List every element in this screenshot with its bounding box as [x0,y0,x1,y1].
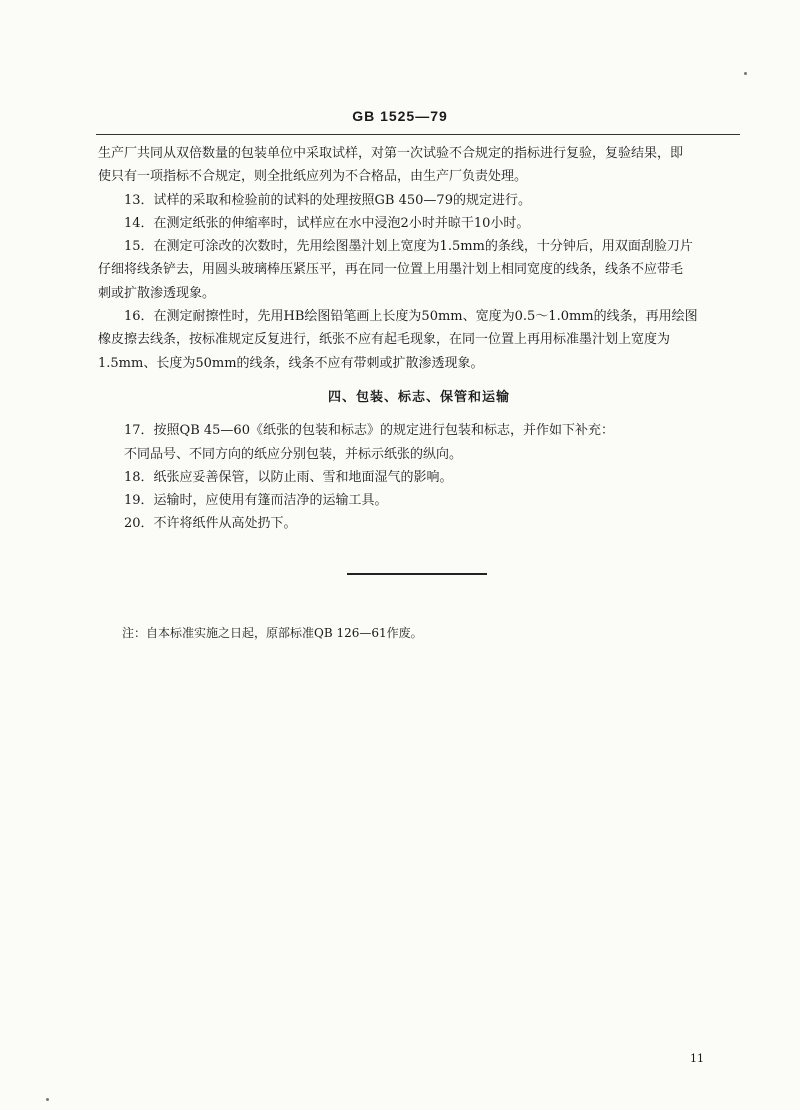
clause-14: 14．在测定纸张的伸缩率时，试样应在水中浸泡2小时并晾干10小时。 [124,215,530,231]
paragraph-line: 使只有一项指标不合规定，则全批纸应列为不合格品，由生产厂负责处理。 [98,169,528,185]
paragraph-line: 仔细将线条铲去，用圆头玻璃棒压紧压平，再在同一位置上用墨汁划上相同宽度的线条，线条不应带毛 [98,262,684,278]
document-body [98,142,740,536]
scan-speck [46,1098,49,1101]
clause-20: 20．不许将纸件从高处扔下。 [124,516,297,532]
clause-19: 19．运输时，应使用有篷而洁净的运输工具。 [124,493,388,509]
section-title: 四、包装、标志、保管和运输 [327,389,510,405]
scan-speck [744,72,747,75]
paragraph-line: 不同品号、不同方向的纸应分别包装，并标示纸张的纵向。 [124,446,463,462]
clause-17: 17．按照QB 45—60《纸张的包装和标志》的规定进行包装和标志，并作如下补充： [124,423,614,439]
paragraph-line: 刺或扩散渗透现象。 [98,285,216,301]
end-rule [347,573,487,575]
standard-code-header: GB 1525—79 [352,108,448,124]
clause-18: 18．纸张应妥善保管，以防止雨、雪和地面湿气的影响。 [124,469,453,485]
paragraph-line: 1.5mm、长度为50mm的线条，线条不应有带刺或扩散渗透现象。 [98,355,484,371]
paragraph-line: 生产厂共同从双倍数量的包装单位中采取试样，对第一次试验不合规定的指标进行复验，复验结果，即 [98,146,684,161]
page-number: 11 [690,1052,704,1065]
header-rule [96,134,740,135]
clause-13: 13．试样的采取和检验前的试料的处理按照GB 450—79的规定进行。 [124,192,531,208]
paragraph-line: 橡皮擦去线条，按标准规定反复进行，纸张不应有起毛现象，在同一位置上再用标准墨汁划上宽度为 [98,332,671,348]
clause-16: 16．在测定耐擦性时，先用HB绘图铅笔画上长度为50mm、宽度为0.5～1.0mm的线条，再用绘图 [124,309,698,325]
footnote: 注：自本标准实施之日起，原部标准QB 126—61作废。 [122,626,423,640]
clause-15: 15．在测定可涂改的次数时，先用绘图墨汁划上宽度为1.5mm的条线，十分钟后，用双面刮脸刀片 [124,239,693,255]
